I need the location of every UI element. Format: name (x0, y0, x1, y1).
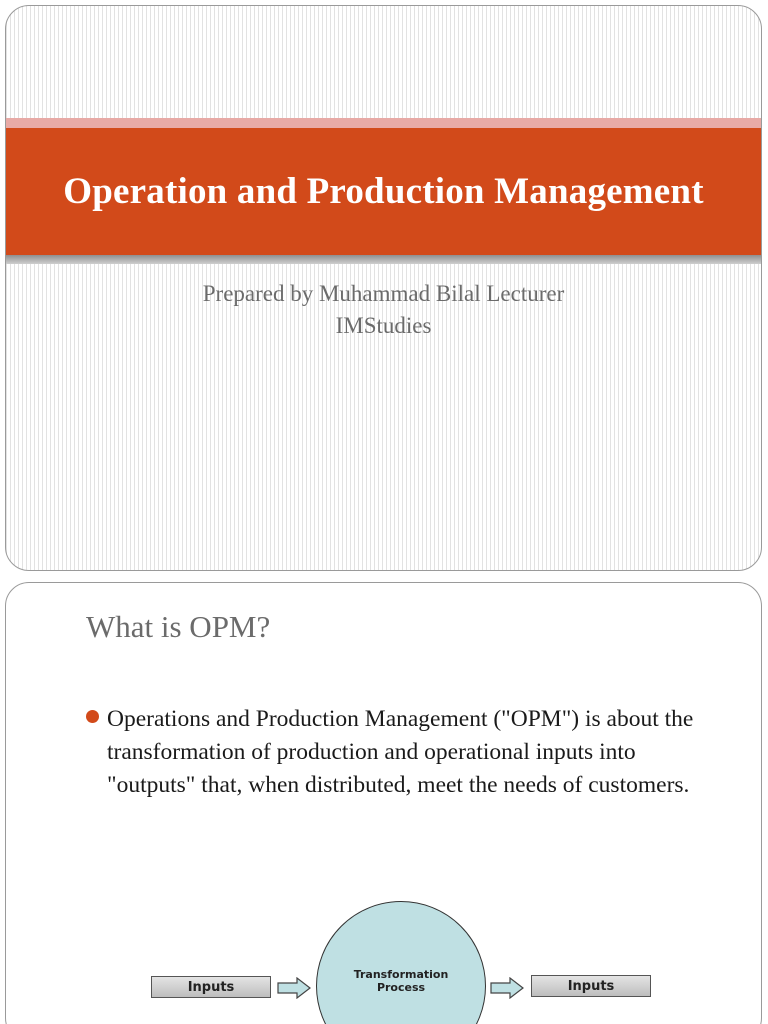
subtitle-line-2: IMStudies (335, 313, 432, 338)
bullet-dot-icon (86, 710, 99, 723)
transformation-diagram (6, 883, 762, 1024)
arrow-right-icon (277, 977, 311, 999)
bullet-text: Operations and Production Management ("OPM") is about the transformation of production and operational inputs into "outputs" that, when distributed, meet the needs of customers. (107, 706, 694, 798)
slide-title: Operation and Production Management (63, 171, 704, 212)
title-band (6, 128, 761, 255)
transformation-label-line-1: Transformation (353, 968, 449, 981)
outputs-box: Inputs (531, 975, 651, 997)
arrow-right-icon (490, 977, 524, 999)
title-band-shadow (6, 255, 761, 264)
transformation-circle (316, 901, 486, 1024)
transformation-label-line-2: Process (376, 981, 426, 994)
subtitle-line-1: Prepared by Muhammad Bilal Lecturer (202, 281, 565, 306)
title-slide (5, 5, 762, 571)
slide-subtitle (6, 278, 761, 342)
bullet-item (86, 703, 726, 802)
inputs-box: Inputs (151, 976, 271, 998)
title-band-accent (6, 118, 761, 128)
slide-heading: What is OPM? (86, 609, 271, 644)
content-slide (5, 582, 762, 1024)
transformation-label (316, 968, 486, 994)
